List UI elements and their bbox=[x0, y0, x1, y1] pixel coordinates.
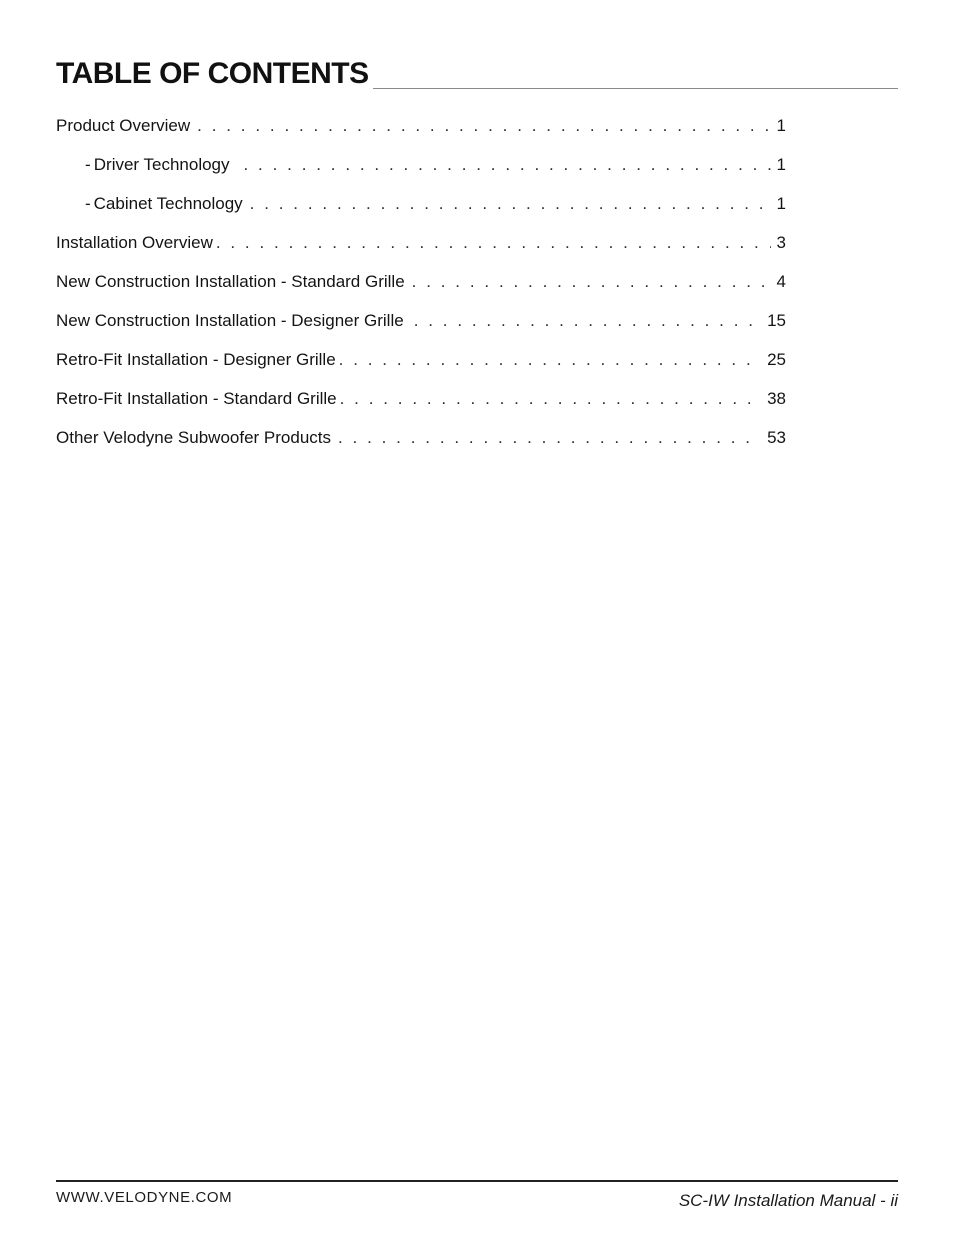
toc-entry-cabinet-technology[interactable] bbox=[56, 184, 786, 223]
toc-subentry-dash: - bbox=[85, 154, 91, 174]
toc-dot-leader bbox=[216, 230, 771, 256]
toc-entry-other-products[interactable] bbox=[56, 418, 786, 457]
toc-page-number: 25 bbox=[767, 349, 786, 369]
page-footer bbox=[56, 1180, 898, 1210]
toc-page-number: 1 bbox=[776, 193, 786, 213]
toc-entry-label: Driver Technology bbox=[93, 154, 230, 174]
toc-subentry-dash: - bbox=[85, 193, 91, 213]
toc-entry-label: Product Overview bbox=[56, 115, 191, 135]
toc-entry-label: Installation Overview bbox=[56, 232, 213, 252]
toc-page-number: 3 bbox=[776, 232, 786, 252]
toc-page-number: 4 bbox=[776, 271, 786, 291]
toc-entry-product-overview[interactable] bbox=[56, 106, 786, 145]
toc-entry-label: New Construction Installation - Designer Grille bbox=[56, 310, 404, 330]
page-title: TABLE OF CONTENTS bbox=[56, 57, 373, 91]
toc-page-number: 15 bbox=[767, 310, 786, 330]
toc-entry-driver-technology[interactable] bbox=[56, 145, 786, 184]
toc-entry-label: Other Velodyne Subwoofer Products bbox=[56, 427, 331, 447]
website-link[interactable]: WWW.VELODYNE.COM bbox=[56, 1189, 233, 1206]
toc-page-number: 38 bbox=[767, 388, 786, 408]
toc-dot-leader bbox=[412, 269, 771, 295]
toc-entry-installation-overview[interactable] bbox=[56, 223, 786, 262]
toc-entry-label: Retro-Fit Installation - Standard Grille bbox=[56, 388, 337, 408]
toc-dot-leader bbox=[340, 386, 761, 412]
toc-dot-leader bbox=[414, 308, 761, 334]
toc-entry-retrofit-designer[interactable] bbox=[56, 340, 786, 379]
toc-entry-retrofit-standard[interactable] bbox=[56, 379, 786, 418]
toc-entry-label: Cabinet Technology bbox=[93, 193, 243, 213]
toc-dot-leader bbox=[339, 347, 761, 373]
toc-dot-leader bbox=[197, 113, 770, 139]
toc-entry-new-construction-standard[interactable] bbox=[56, 262, 786, 301]
page-header bbox=[56, 56, 898, 89]
table-of-contents bbox=[56, 106, 786, 457]
toc-page-number: 1 bbox=[776, 115, 786, 135]
toc-dot-leader bbox=[244, 152, 771, 178]
toc-dot-leader bbox=[250, 191, 771, 217]
toc-page-number: 1 bbox=[776, 154, 786, 174]
toc-entry-new-construction-designer[interactable] bbox=[56, 301, 786, 340]
toc-entry-label: New Construction Installation - Standard Grille bbox=[56, 271, 405, 291]
toc-entry-label: Retro-Fit Installation - Designer Grille bbox=[56, 349, 336, 369]
manual-page-label: SC-IW Installation Manual - ii bbox=[678, 1191, 898, 1210]
toc-page-number: 53 bbox=[767, 427, 786, 447]
toc-dot-leader bbox=[338, 425, 761, 451]
